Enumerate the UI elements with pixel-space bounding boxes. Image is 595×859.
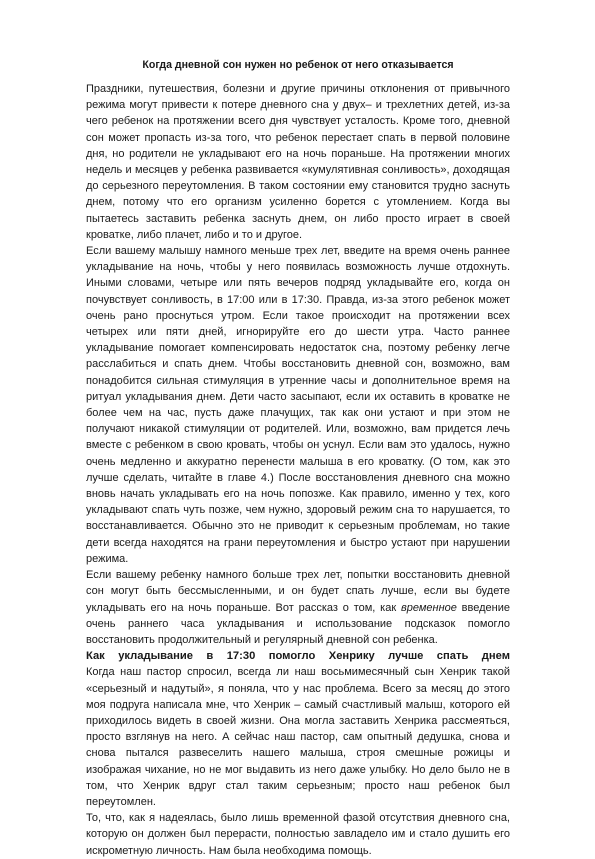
document-body [86, 57, 510, 859]
section-subheading: Как укладывание в 17:30 помогло Хенрику лучше спать днем [86, 650, 510, 663]
paragraph-1: Праздники, путешествия, болезни и другие причины отклонения от привычного режима могут привести к потере дневного сна у двух– и трехлетних детей, из-за чего ребенок на протяжении всего дня чувствует усталость. Кроме того, дневной сон может пропасть из-за того, что ребенок перестает спать в первой половине дня, но родители не укладывают его на ночь пораньше. На протяжении многих недель и месяцев у ребенка развивается «кумулятивная сонливость», доходящая до серьезного переутомления. В таком состоянии ему становится трудно заснуть днем, потому что его организм усиленно борется с утомлением. Когда вы пытаетесь заставить ребенка заснуть днем, он либо просто играет в своей кроватке, либо плачет, либо и то и другое. [86, 83, 510, 241]
paragraph-4: Когда наш пастор спросил, всегда ли наш восьмимесячный сын Хенрик такой «серьезный и надутый», я поняла, что у нас проблема. Всего за месяц до этого моя подруга написала мне, что Хенрик – самый счастливый малыш, которого ей приходилось видеть в своей жизни. Она могла заставить Хенрика рассмеяться, просто взглянув на него. А сейчас наш пастор, сам опытный дедушка, снова и снова пытался развеселить нашего малыша, строя смешные рожицы и изображая чихание, но не мог выдавить из него даже улыбку. Но дело было не в том, что Хенрик вдруг стал таким серьезным; просто наш ребенок был переутомлен. [86, 666, 510, 808]
paragraph-2: Если вашему малышу намного меньше трех лет, введите на время очень раннее укладывание на ночь, чтобы у него появилась возможность лучше отдохнуть. Иными словами, четыре или пять вечеров подряд укладывайте его, когда он почувствует сонливость, в 17:00 или в 17:30. Правда, из-за этого ребенок может очень рано проснуться утром. Если такое происходит на протяжении всех четырех или пяти дней, игнорируйте его до шести утра. Часто раннее укладывание помогает компенсировать недостаток сна, поэтому ребенку легче расслабиться и спать днем. Чтобы восстановить дневной сон, возможно, вам понадобится сильная стимуляция в утренние часы и дополнительное время на ритуал укладывания днем. Дети часто засыпают, если их оставить в кроватке не более чем на час, пусть даже плачущих, так как они устают и при этом не получают никакой стимуляции от родителей. Или, возможно, вам придется лечь вместе с ребенком в свою кровать, чтобы он уснул. Если вам это удалось, нужно очень медленно и аккуратно перенести малыша в его кроватку. (О том, как это лучше сделать, читайте в главе 4.) После восстановления дневного сна можно вновь начать укладывать его на ночь попозже. Как правило, именно у тех, кого укладывают спать чуть позже, чем нужно, здоровый режим сна то нарушается, то восстанавливается. Обычно это не приводит к серьезным проблемам, но такие дети всегда находятся на грани переутомления и быстро устают при нарушении режима. [86, 245, 510, 565]
paragraph-3 [86, 567, 510, 648]
document-title: Когда дневной сон нужен но ребенок от него отказывается [142, 59, 454, 71]
paragraph-3-emphasis: временное [401, 601, 457, 614]
paragraph-5: То, что, как я надеялась, было лишь временной фазой отсутствия дневного сна, которую он должен был перерасти, полностью завладело им и стало душить его искрометную личность. Нам была необходима помощь. [86, 812, 510, 857]
paragraph-3-text-end: введение очень раннего часа укладывания и использование подсказок помогло восстановить продолжительный и регулярный дневной сон ребенка. [86, 601, 510, 646]
paragraph-3-text-start: Если вашему ребенку намного больше трех лет, попытки восстановить дневной сон могут быть бессмысленными, и он будет спать лучше, если вы будете укладывать его на ночь пораньше. Вот рассказ о том, как [86, 569, 510, 614]
